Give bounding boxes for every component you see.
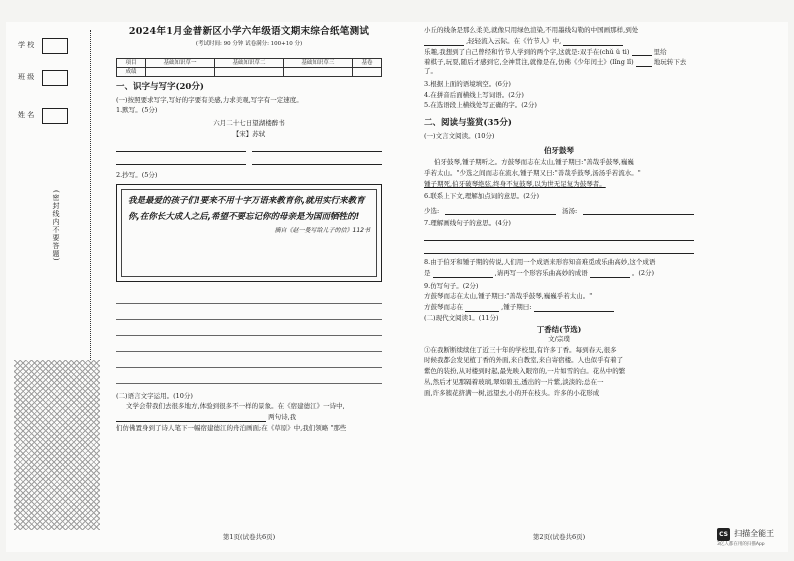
q7-answer-2 — [424, 247, 694, 254]
q8-text-d: 。(2分) — [631, 268, 655, 277]
right-text-2b: 里给 — [653, 47, 667, 56]
language-text-3b: "那些 — [330, 423, 347, 432]
classical-line-1: 伯牙鼓琴,锺子期听之。方鼓琴而志在太山,锺子期曰:"善哉乎鼓琴,巍巍 — [434, 158, 634, 167]
q1-heading: 1.默写。(5分) — [116, 106, 158, 115]
score-header: 基础知识草二 — [215, 59, 284, 68]
score-header: 基础知识草三 — [283, 59, 352, 68]
scanner-brand-name: 扫描全能王 — [734, 529, 775, 539]
poem-fill-row-1 — [116, 145, 382, 152]
seal-dotted-line — [90, 30, 91, 360]
binding-margin — [6, 22, 106, 552]
classical-title: 伯牙鼓琴 — [544, 146, 574, 156]
poem-author: 【宋】苏轼 — [232, 130, 266, 138]
school-label: 学 校 — [18, 41, 35, 50]
q9-row — [424, 303, 694, 312]
page-footer-2: 第2页(试卷共6页) — [532, 533, 586, 542]
classical-sub-heading: (一)文言文阅读。(10分) — [424, 131, 495, 140]
right-text-3-row — [424, 58, 694, 76]
right-text-2-row — [424, 48, 694, 57]
q9-heading: 9.仿写句子。(2分) — [424, 281, 479, 290]
q6-label-a: 少选: — [424, 206, 440, 215]
modern-line-4: 丛,然后才见那隔着玻璃,翠如碧玉,透出的一片紫,淡淡的;总在一 — [424, 377, 604, 386]
q8-row — [424, 269, 694, 278]
answer-blank[interactable] — [465, 305, 499, 312]
answer-blank[interactable] — [534, 305, 614, 312]
exam-info: (考试时间: 90 分钟 试卷满分: 100+10 分) — [195, 40, 303, 47]
modern-line-5: 面,许多簇花挤满一树,远望去,小的开在枝头。许多的小花形成 — [424, 388, 600, 397]
answer-blank[interactable] — [445, 208, 556, 215]
answer-blank[interactable] — [590, 271, 630, 278]
seal-line-text: (密封线内不要答题) — [52, 190, 60, 262]
classical-line-3: 锺子期死,伯牙破琴绝弦,终身不复鼓琴,以为世无足复为鼓琴者。 — [424, 180, 606, 189]
score-header: 基础知识草一 — [146, 59, 215, 68]
q9-text-c: ,锺子期曰: — [501, 303, 532, 312]
score-header: 项目 — [117, 59, 146, 68]
answer-blank[interactable] — [424, 234, 694, 241]
answer-blank[interactable] — [433, 271, 493, 278]
language-text-3: 们仿佛置身到了诗人笔下一幅宿建德江的舟泊画面;在《草原》中,我们领略 — [116, 423, 329, 432]
answer-blank[interactable] — [116, 158, 246, 165]
q8-text-b: 是 — [424, 268, 431, 277]
q5-heading: 5.在选语段上横线处写正确的字。(2分) — [424, 101, 537, 110]
copy-writing-grid[interactable] — [116, 288, 382, 386]
q2-heading: 2.抄写。(5分) — [116, 170, 158, 179]
right-text-1: 小丘的线条是那么柔美,就像只用绿色渲染,不用墨线勾勒的中国画那样,到处 — [424, 26, 639, 34]
q8-text-c: ,请再写一个形容乐曲高妙的成语 — [494, 268, 588, 277]
name-field — [18, 108, 68, 124]
answer-blank[interactable] — [636, 60, 652, 67]
poem-fill-row-2 — [116, 158, 382, 165]
left-page — [116, 22, 382, 552]
q6-answers — [424, 207, 694, 216]
right-text-2: 乐趣,我想到了自己曾经和竹节人学到的两个字,这就是:双手在(chǔ ǔ ti) — [424, 47, 630, 56]
score-row-label: 成绩 — [117, 68, 146, 77]
modern-line-1: ①在我断断续续住了近三十年的学校里,有许多丁香。每到春天,很多 — [424, 345, 617, 354]
answer-blank[interactable] — [424, 247, 694, 254]
class-box[interactable] — [42, 70, 68, 86]
right-text-1b: ,轻轻流入云际。在《竹节人》中, — [466, 36, 562, 45]
handwriting-signature: 摘自《赵一曼写给儿子的信》112书 — [274, 226, 370, 234]
camscanner-logo-icon: CS — [717, 528, 730, 541]
classical-line-3-row — [424, 180, 694, 189]
answer-blank[interactable] — [252, 145, 382, 152]
classical-line-2: 乎若太山。"少选之间而志在流水,锺子期又曰:"善哉乎鼓琴,汤汤乎若流水。" — [424, 169, 641, 178]
hatched-area — [14, 360, 100, 530]
language-text-1: 文学会带我们去很多地方,体验到很多不一样的景象。在《宿建德江》一诗中, — [126, 402, 345, 411]
right-text-1b-row — [424, 37, 694, 46]
school-field — [18, 38, 68, 54]
q7-answer — [424, 234, 694, 241]
modern-author: 文/宗璞 — [548, 334, 570, 343]
language-text-2-row — [116, 413, 382, 422]
q3-heading: 3.根据上面的语境填空。(6分) — [424, 79, 511, 88]
score-cell[interactable] — [215, 68, 284, 77]
name-label: 姓 名 — [18, 111, 35, 120]
answer-blank[interactable] — [563, 39, 623, 46]
scanner-tagline: 3亿人都在用的扫描App — [717, 542, 765, 547]
modern-line-3: 紫色的装扮,从对楼到时起,最先映入眼帘的,一片如雪的白。花丛中的繁 — [424, 367, 626, 376]
q6-heading: 6.联系上下文,理解加点词的意思。(2分) — [424, 191, 539, 200]
section-2-heading: 二、阅读与鉴赏(35分) — [424, 118, 512, 129]
right-text-3: 着棋子,玩耍,随后才感到它,全神贯注,就像是在,仿佛《少年闰土》(lǐng lǐ) — [424, 58, 634, 67]
q1-intro: (一)按照要求写字,写好的字要有美感,力求美观,写字有一定速度。 — [116, 95, 303, 104]
q9-text-b: 方鼓琴而志在 — [424, 303, 463, 312]
page-footer-1: 第1页(试卷共6页) — [222, 533, 276, 542]
answer-blank[interactable] — [252, 158, 382, 165]
language-text-2: 两句诗,我 — [268, 413, 297, 422]
language-text-3-row — [116, 424, 382, 433]
answer-blank[interactable] — [116, 415, 266, 422]
answer-blank[interactable] — [632, 49, 652, 56]
section-1-heading: 一、识字与写字(20分) — [116, 82, 204, 93]
modern-sub-heading: (二)现代文阅读1。(11分) — [424, 313, 499, 322]
answer-blank[interactable] — [583, 208, 694, 215]
handwriting-text: 我是最爱的孩子们!要来不用十字万语来教育你,就用实行来教育你,在你长大成人之后,希望不要忘记你的母亲是为国而牺牲的! — [128, 195, 365, 222]
q7-heading: 7.理解画线句子的意思。(4分) — [424, 219, 511, 228]
score-cell[interactable] — [146, 68, 215, 77]
score-cell[interactable] — [283, 68, 352, 77]
score-header: 基卷 — [352, 59, 381, 68]
modern-title: 丁香结(节选) — [536, 324, 582, 334]
exam-sheet — [6, 22, 788, 552]
exam-title: 2024年1月金普新区小学六年级语文期末综合纸笔测试 — [128, 26, 370, 37]
scanner-watermark — [717, 528, 793, 548]
q4-heading: 4.在拼音后面横线上写词语。(2分) — [424, 90, 524, 99]
q-language-heading: (二)语言文字运用。(10分) — [116, 391, 193, 400]
modern-line-2: 时候我都会发见植丁香的外面,来自教室,来自寄宿楼。人也似乎有着了 — [424, 356, 624, 365]
class-label: 班 级 — [18, 73, 35, 82]
q6-label-b: 汤汤: — [562, 206, 578, 215]
class-field — [18, 70, 68, 86]
right-page — [424, 22, 694, 552]
q9-example: 方鼓琴而志在太山,锺子期曰:"善哉乎鼓琴,巍巍乎若太山。" — [424, 292, 593, 301]
q8-heading: 8.由于伯牙和锺子期的传说,人们用一个成语来形容知音难觅或乐曲高妙,这个成语 — [424, 258, 656, 267]
school-box[interactable] — [42, 38, 68, 54]
poem-title: 六月二十七日望湖楼醉书 — [213, 119, 285, 128]
answer-blank[interactable] — [116, 145, 246, 152]
handwriting-sample — [116, 184, 382, 282]
handwriting-frame — [121, 189, 377, 277]
answer-blank[interactable] — [424, 39, 464, 46]
score-table — [116, 58, 382, 77]
name-box[interactable] — [42, 108, 68, 124]
right-text-3b: 地玩转下去了。 — [424, 58, 687, 76]
score-cell[interactable] — [352, 68, 381, 77]
